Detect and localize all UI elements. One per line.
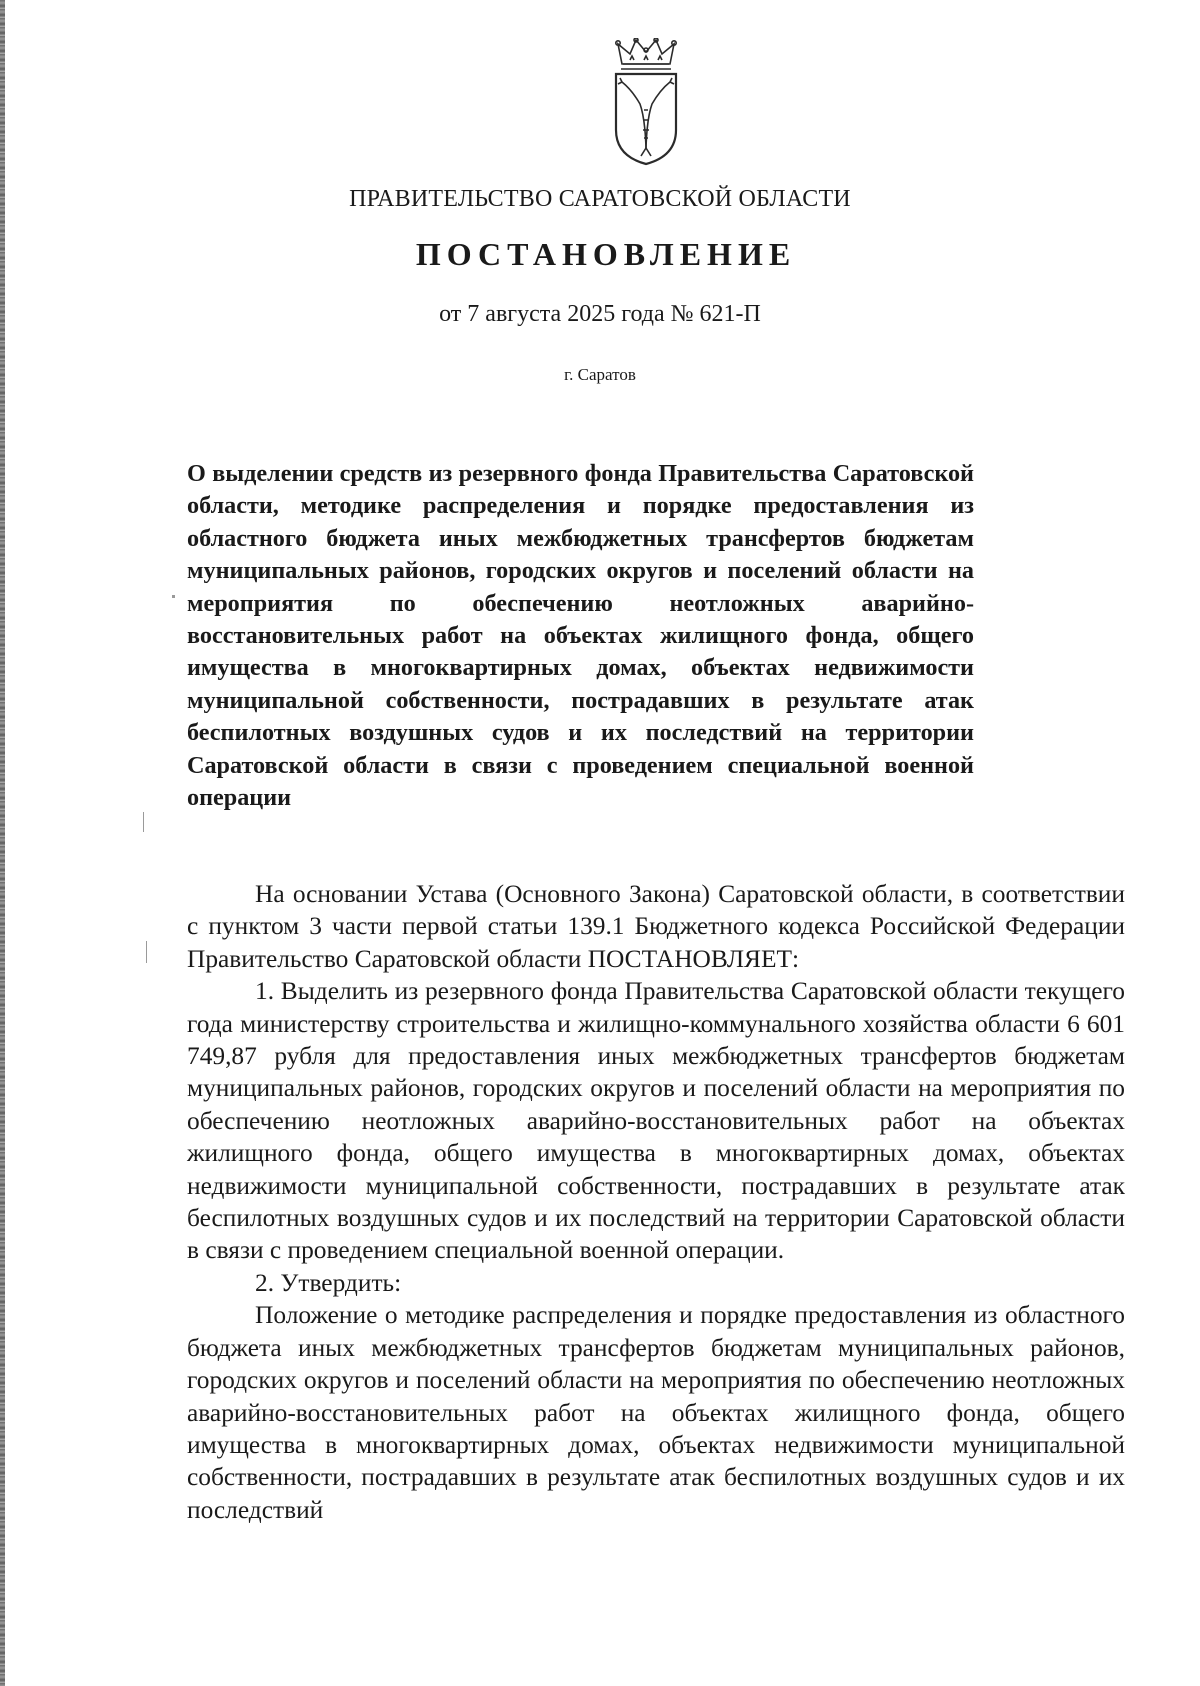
preamble-paragraph: На основании Устава (Основного Закона) Саратовской области, в соответствии с пунктом 3 части первой статьи 139.1 Бюджетного кодекса Российской Федерации Правительство Саратовской области ПОСТАНОВЛЯЕТ: [187, 880, 1125, 973]
document-date-number: от 7 августа 2025 года № 621-П [439, 301, 761, 327]
document-city: г. Саратов [564, 365, 636, 384]
document-type-title: ПОСТАНОВЛЕНИЕ [415, 236, 797, 272]
item-2-paragraph: Положение о методике распределения и порядке предоставления из областного бюджета иных межбюджетных трансфертов бюджетам муниципальных районов, городских округов и поселений области на мероприятия по обеспечению неотложных аварийно-восстановительных работ на объектах жилищного фонда, общего имущества в многоквартирных домах, объектах недвижимости муниципальной собственности, пострадавших в результате атак беспилотных воздушных судов и их последствий [187, 1301, 1125, 1524]
item-2-heading: 2. Утвердить: [255, 1268, 402, 1297]
document-subject: О выделении средств из резервного фонда Правительства Саратовской области, методике распределения и порядке предоставления из областного бюджета иных межбюджетных трансфертов бюджетам муниципальных районов, городских округов и поселений области на мероприятия по обеспечению неотложных аварийно-восстановительных работ на объектах жилищного фонда, общего имущества в многоквартирных домах, объектах недвижимости муниципальной собственности, пострадавших в результате атак беспилотных воздушных судов и их последствий на территории Саратовской области в связи с проведением специальной военной операции [187, 460, 974, 812]
scan-speck [146, 941, 147, 963]
document-body [187, 878, 1125, 1526]
scan-speck [172, 595, 175, 598]
saratov-region-coat-of-arms-icon [608, 38, 684, 166]
government-name: ПРАВИТЕЛЬСТВО САРАТОВСКОЙ ОБЛАСТИ [349, 186, 851, 212]
scan-speck [143, 812, 144, 832]
item-1-paragraph: 1. Выделить из резервного фонда Правительства Саратовской области текущего года министерству строительства и жилищно-коммунального хозяйства области 6 601 749,87 рубля для предоставления иных межбюджетных трансфертов бюджетам муниципальных районов, городских округов и поселений области на мероприятия по обеспечению неотложных аварийно-восстановительных работ на объектах жилищного фонда, общего имущества в многоквартирных домах, объектах недвижимости муниципальной собственности, пострадавших в результате атак беспилотных воздушных судов и их последствий на территории Саратовской области в связи с проведением специальной военной операции. [187, 977, 1125, 1265]
